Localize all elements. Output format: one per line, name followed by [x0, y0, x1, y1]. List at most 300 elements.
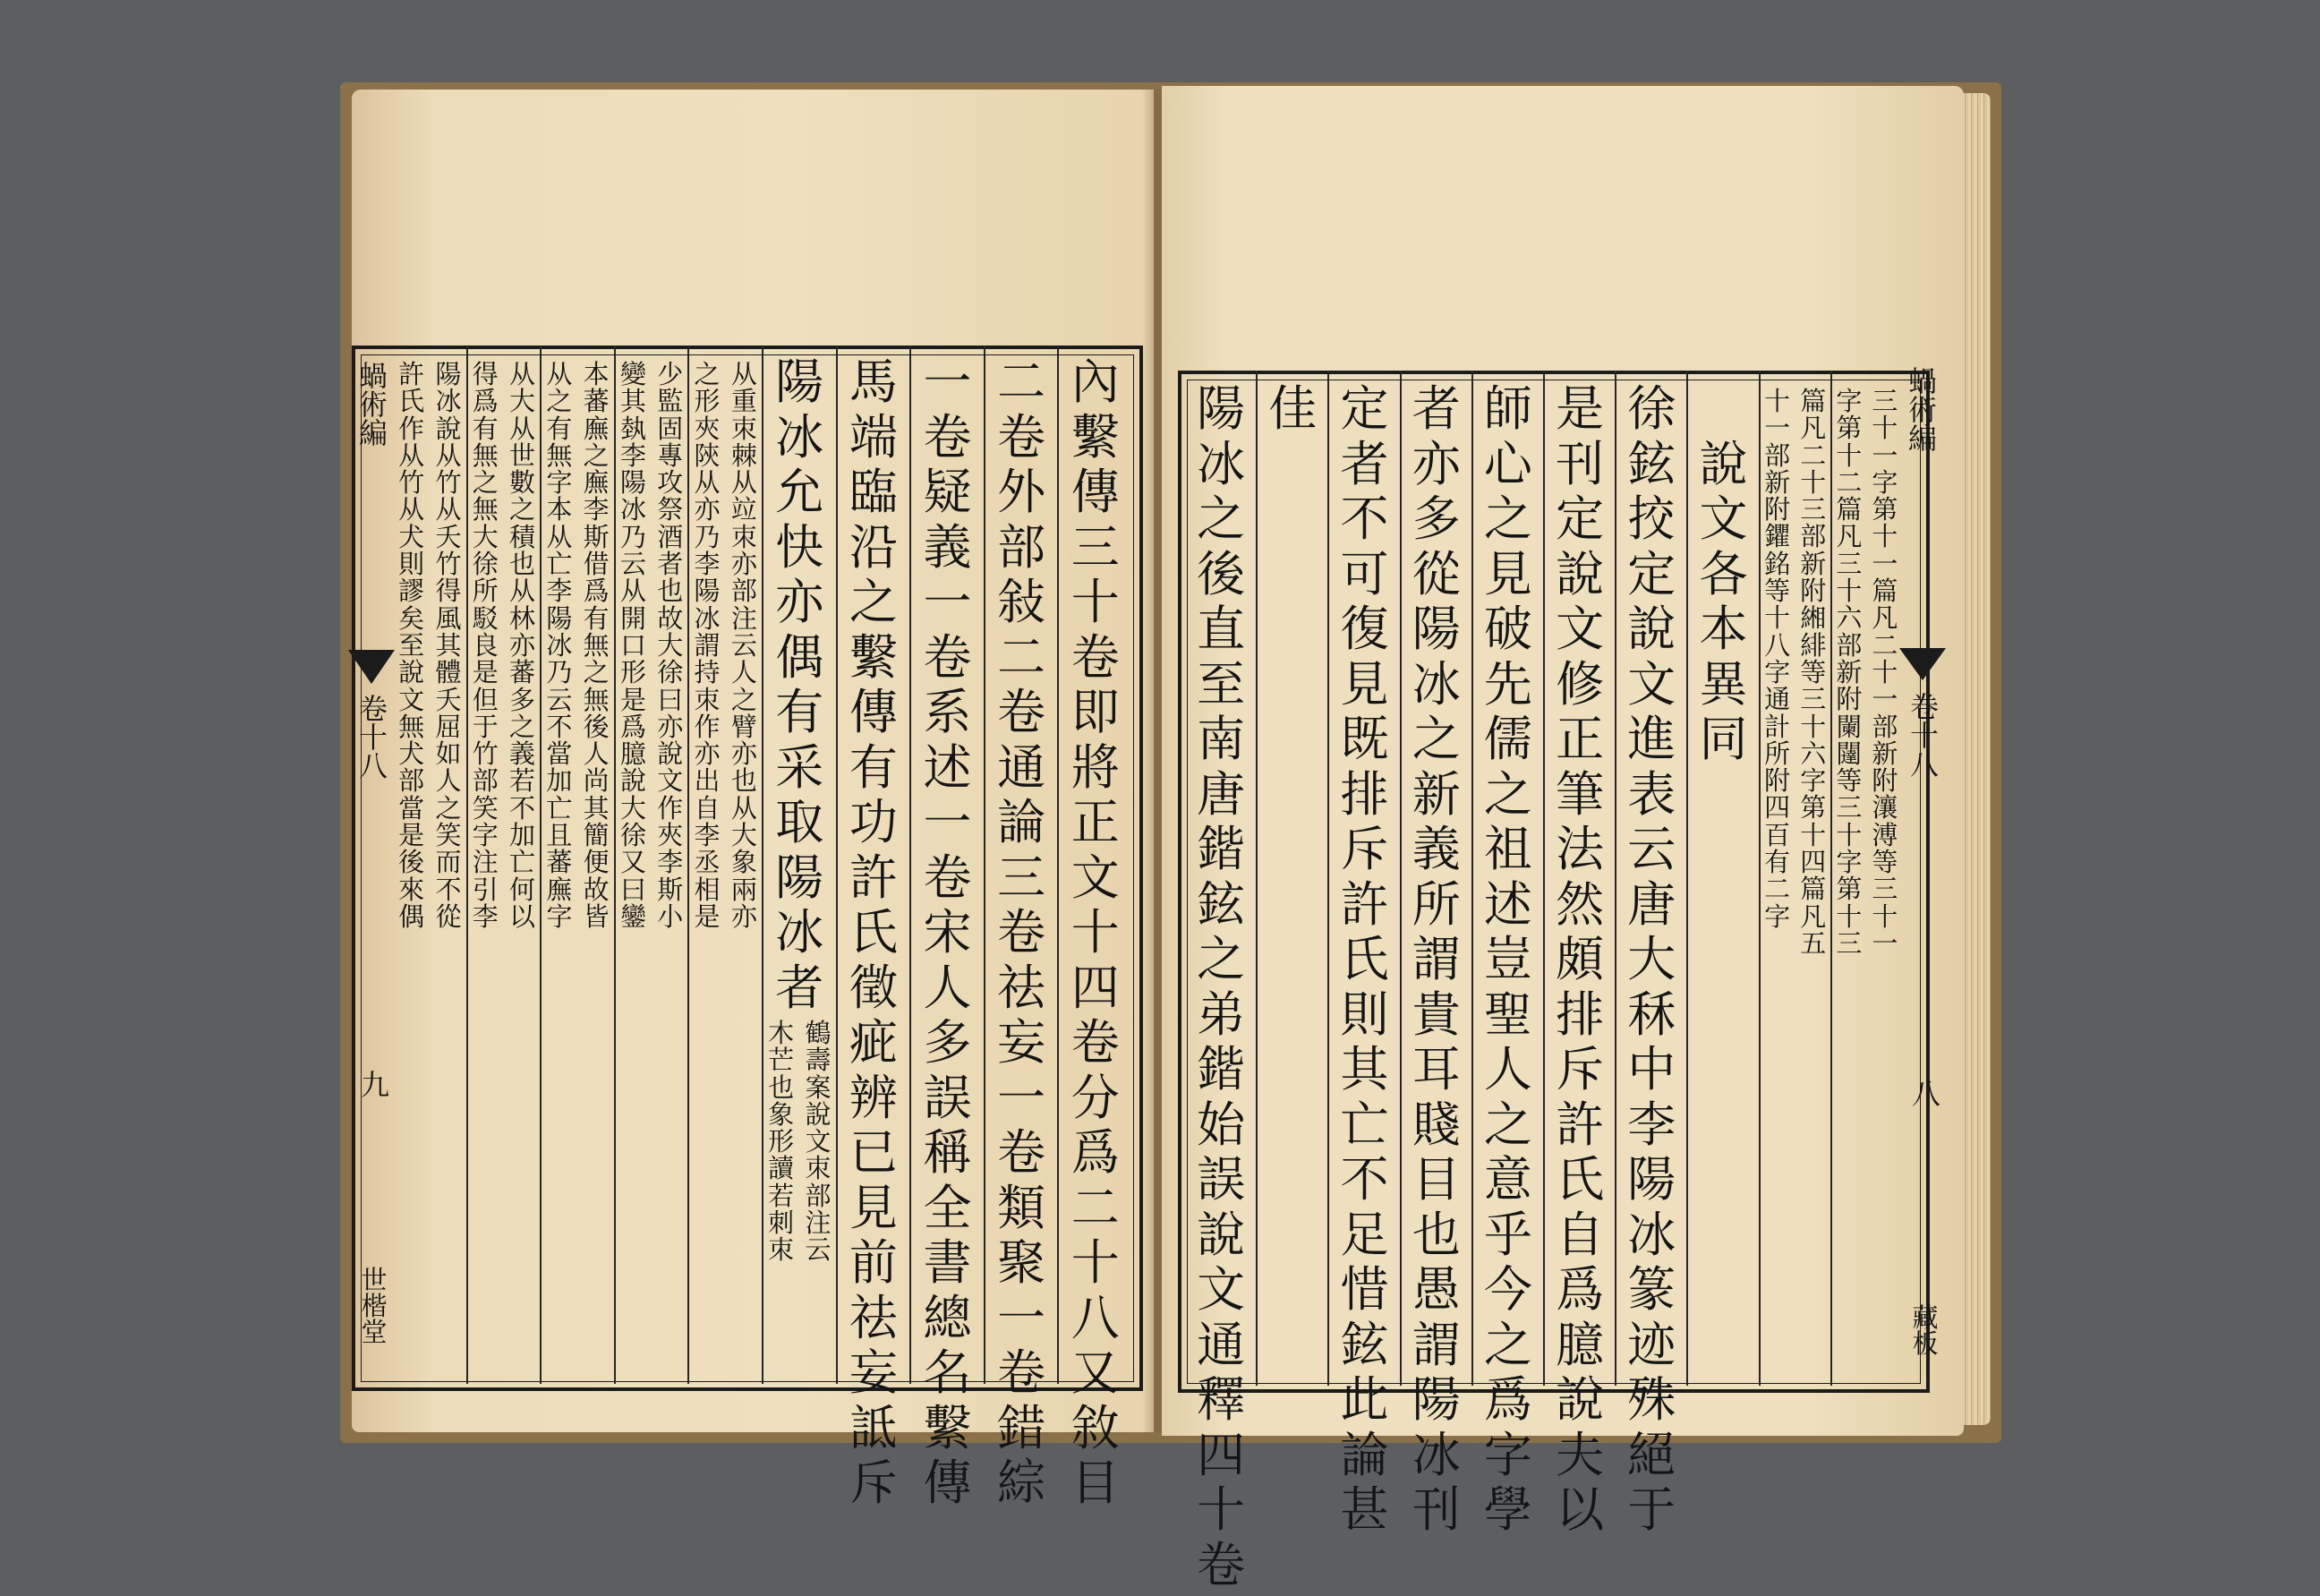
- left-fish-tail-mark: [348, 650, 395, 684]
- glyph: 宋: [923, 909, 971, 964]
- glyph: 見: [1484, 550, 1532, 606]
- glyph: 挍: [1627, 495, 1676, 550]
- annotation-column: [578, 362, 615, 931]
- glyph: 良: [473, 633, 499, 660]
- glyph: 之: [584, 443, 610, 470]
- glyph: 大: [657, 633, 683, 660]
- right-text-columns: [1185, 371, 1903, 1386]
- glyph: 朿: [768, 1237, 794, 1264]
- glyph: 總: [923, 1294, 971, 1350]
- main-text-column: [1185, 385, 1257, 1596]
- glyph: 作: [398, 416, 424, 443]
- glyph: 爲: [1556, 1266, 1604, 1321]
- glyph: 之: [695, 362, 721, 388]
- glyph: 鍇: [1197, 825, 1245, 881]
- glyph: 弟: [1197, 991, 1245, 1046]
- glyph: 多: [509, 687, 535, 714]
- glyph: 李: [657, 849, 683, 876]
- glyph: 夭: [435, 525, 461, 551]
- glyph: 新: [1872, 741, 1898, 768]
- glyph: 竝: [731, 497, 757, 524]
- glyph: 夾: [657, 823, 683, 849]
- glyph: 三: [1836, 931, 1862, 958]
- left-page: [352, 90, 1154, 1432]
- glyph: 之: [1412, 715, 1461, 771]
- glyph: 十: [1800, 823, 1826, 849]
- glyph: 世: [509, 443, 535, 470]
- main-text-column: [985, 358, 1059, 1515]
- glyph: 排: [1556, 991, 1604, 1046]
- glyph: 者: [775, 964, 823, 1020]
- glyph: 從: [1412, 550, 1461, 606]
- glyph: 等: [1836, 768, 1862, 795]
- glyph: 述: [1484, 881, 1532, 936]
- glyph: 允: [775, 468, 823, 524]
- glyph: 凡: [1872, 605, 1898, 632]
- glyph: 闥: [1836, 741, 1862, 768]
- glyph: 案: [805, 1075, 831, 1102]
- glyph: 論: [997, 798, 1045, 854]
- glyph: 矣: [398, 606, 424, 633]
- glyph: 溥: [1872, 823, 1898, 849]
- glyph: 後: [584, 714, 610, 741]
- glyph: 十: [1800, 714, 1826, 741]
- glyph: 冰: [1412, 1431, 1461, 1487]
- glyph: 附: [1872, 768, 1898, 795]
- glyph: 附: [1836, 687, 1862, 713]
- annotation-column: [726, 362, 763, 931]
- glyph: 頗: [1556, 935, 1604, 991]
- glyph: 中: [1627, 1046, 1676, 1101]
- left-text-columns: [393, 346, 1132, 1384]
- glyph: 廡: [584, 470, 610, 497]
- glyph: 朿: [805, 1156, 831, 1182]
- glyph: 聖: [1484, 991, 1532, 1046]
- glyph: 祭: [657, 497, 683, 524]
- glyph: 多: [1412, 495, 1461, 550]
- glyph: 爲: [620, 714, 646, 741]
- glyph: 數: [509, 470, 535, 497]
- glyph: 有: [1764, 849, 1790, 876]
- annotation-column: [688, 362, 725, 931]
- glyph: 變: [620, 362, 646, 388]
- glyph: 陽: [435, 362, 461, 388]
- glyph: 篇: [1836, 497, 1862, 524]
- glyph: 功: [849, 798, 898, 854]
- glyph: 祛: [997, 964, 1045, 1020]
- glyph: 百: [1764, 823, 1790, 849]
- glyph: 綜: [997, 1459, 1045, 1515]
- glyph: 朿: [695, 687, 721, 714]
- glyph: 林: [509, 606, 535, 633]
- glyph: 部: [1872, 714, 1898, 741]
- glyph: 酒: [657, 525, 683, 551]
- glyph: 瀼: [1872, 795, 1898, 822]
- glyph: 形: [695, 388, 721, 415]
- main-text-column: [1616, 385, 1687, 1541]
- glyph: 卷: [923, 634, 971, 689]
- glyph: 四: [1764, 795, 1790, 822]
- glyph: 亡: [546, 551, 572, 578]
- glyph: 自: [695, 796, 721, 823]
- glyph: 鑺: [1764, 524, 1790, 550]
- annotation-column: [652, 362, 688, 931]
- glyph: 屈: [435, 714, 461, 741]
- glyph: 體: [435, 660, 461, 687]
- glyph: 三: [1872, 388, 1898, 415]
- glyph: 字: [1836, 849, 1862, 876]
- glyph: 于: [473, 714, 499, 741]
- main-text-column: [1257, 385, 1328, 440]
- glyph: 丞: [695, 849, 721, 876]
- glyph: 陽: [775, 854, 823, 909]
- glyph: 一: [1872, 687, 1898, 713]
- glyph: 壽: [805, 1047, 831, 1074]
- glyph: 專: [657, 443, 683, 470]
- glyph: 云: [805, 1237, 831, 1264]
- banxin-collection-text: 藏板: [1910, 1305, 1940, 1332]
- glyph: 說: [1556, 550, 1604, 606]
- glyph: 陽: [1412, 1376, 1461, 1431]
- glyph: 刊: [1556, 440, 1604, 496]
- glyph: 李: [1627, 1101, 1676, 1156]
- glyph: 辨: [849, 1074, 898, 1130]
- glyph: 說: [620, 768, 646, 795]
- glyph: 攻: [657, 470, 683, 497]
- glyph: 卷: [997, 1129, 1045, 1184]
- glyph: 師: [1484, 385, 1532, 440]
- glyph: 鍇: [1197, 1046, 1245, 1101]
- glyph: 云: [620, 551, 646, 578]
- glyph: 陽: [1412, 605, 1461, 661]
- glyph: 朿: [731, 525, 757, 551]
- glyph: 新: [1412, 771, 1461, 826]
- glyph: 本: [584, 362, 610, 388]
- right-banxin-folio: [1906, 1080, 1946, 1115]
- glyph: 鉉: [1197, 881, 1245, 936]
- glyph: 無: [584, 633, 610, 660]
- glyph: 之: [584, 660, 610, 687]
- glyph: 始: [1197, 1101, 1245, 1156]
- glyph: 又: [1071, 1349, 1120, 1404]
- glyph: 徐: [657, 660, 683, 687]
- glyph: 者: [657, 551, 683, 578]
- glyph: 部: [997, 524, 1045, 579]
- annotation-column: [763, 1020, 799, 1265]
- glyph: 是: [695, 904, 721, 931]
- main-text-column: [837, 358, 911, 1515]
- glyph: 少: [657, 362, 683, 388]
- glyph: 二: [1872, 633, 1898, 660]
- glyph: 字: [1872, 470, 1898, 497]
- glyph: 闌: [1836, 714, 1862, 741]
- glyph: 正: [1071, 798, 1120, 854]
- glyph: 又: [620, 849, 646, 876]
- glyph: 出: [695, 768, 721, 795]
- glyph: 冰: [1627, 1211, 1676, 1267]
- glyph: 乃: [546, 660, 572, 687]
- glyph: 之: [1484, 1321, 1532, 1377]
- glyph: 迹: [1627, 1321, 1676, 1377]
- glyph: 竹: [435, 551, 461, 578]
- glyph: 从: [695, 470, 721, 497]
- annotation-column: [1760, 388, 1795, 931]
- glyph: 兩: [731, 877, 757, 904]
- glyph: 五: [1800, 931, 1826, 958]
- banxin-folio-text: 九: [361, 1071, 389, 1106]
- glyph: 但: [473, 687, 499, 714]
- glyph: 文: [1071, 854, 1120, 909]
- glyph: 云: [546, 687, 572, 714]
- glyph: 亦: [509, 633, 535, 660]
- glyph: 之: [435, 796, 461, 823]
- glyph: 至: [398, 633, 424, 660]
- glyph: 人: [923, 964, 971, 1020]
- glyph: 李: [695, 551, 721, 578]
- glyph: 無: [546, 443, 572, 470]
- glyph: 內: [1071, 358, 1120, 414]
- glyph: 表: [1627, 771, 1676, 826]
- glyph: 从: [509, 362, 535, 388]
- glyph: 義: [923, 524, 971, 579]
- annotation-column: [430, 362, 466, 931]
- glyph: 者: [1412, 385, 1461, 440]
- glyph: 排: [1340, 771, 1388, 826]
- main-text-column: [1401, 385, 1472, 1541]
- glyph: 繫: [1071, 414, 1120, 469]
- glyph: 故: [657, 606, 683, 633]
- glyph: 敘: [1071, 1404, 1120, 1460]
- main-text-column: [1472, 385, 1544, 1541]
- glyph: 斥: [849, 1459, 898, 1515]
- glyph: 所: [473, 578, 499, 605]
- glyph: 陽: [620, 470, 646, 497]
- glyph: 述: [923, 744, 971, 799]
- main-text-column: [1328, 385, 1400, 1541]
- glyph: 臆: [1556, 1321, 1604, 1377]
- glyph: 部: [398, 768, 424, 795]
- glyph: 一: [997, 1294, 1045, 1350]
- glyph: 豈: [1484, 935, 1532, 991]
- glyph: 部: [805, 1183, 831, 1210]
- glyph: 字: [546, 904, 572, 931]
- glyph: 秝: [1627, 991, 1676, 1046]
- glyph: 大: [620, 796, 646, 823]
- glyph: 凡: [1800, 415, 1826, 442]
- main-text-column: [1544, 385, 1616, 1541]
- glyph: 謬: [398, 578, 424, 605]
- glyph: 篆: [1627, 1266, 1676, 1321]
- glyph: 十: [1872, 415, 1898, 442]
- glyph: 采: [775, 744, 823, 799]
- glyph: 儒: [1484, 715, 1532, 771]
- glyph: 象: [768, 1102, 794, 1129]
- annotation-column: [1831, 388, 1867, 958]
- glyph: 便: [584, 849, 610, 876]
- glyph: 陝: [695, 443, 721, 470]
- glyph: 三: [1800, 497, 1826, 524]
- left-banxin-juan: [355, 695, 391, 730]
- glyph: 是: [620, 687, 646, 714]
- glyph: 通: [1197, 1321, 1245, 1377]
- glyph: 直: [1197, 605, 1245, 661]
- glyph: 作: [695, 714, 721, 741]
- glyph: 固: [657, 416, 683, 443]
- glyph: 新: [1836, 660, 1862, 687]
- glyph: 疵: [849, 1019, 898, 1074]
- glyph: 附: [1764, 497, 1790, 524]
- glyph: 卷: [997, 909, 1045, 964]
- glyph: 說: [1699, 440, 1747, 496]
- glyph: 字: [1484, 1431, 1532, 1487]
- glyph: 小: [657, 904, 683, 931]
- glyph: 一: [923, 578, 971, 634]
- glyph: 甚: [1340, 1486, 1388, 1541]
- glyph: 之: [849, 578, 898, 634]
- glyph: 注: [731, 606, 757, 633]
- glyph: 殊: [1627, 1376, 1676, 1431]
- glyph: 之: [546, 388, 572, 415]
- glyph: 文: [1556, 605, 1604, 661]
- glyph: 附: [1800, 578, 1826, 605]
- glyph: 李: [695, 823, 721, 849]
- glyph: 外: [997, 468, 1045, 524]
- glyph: 先: [1484, 661, 1532, 716]
- glyph: 鶴: [805, 1020, 831, 1047]
- glyph: 冰: [1412, 661, 1461, 716]
- glyph: 南: [1197, 715, 1245, 771]
- annotation-column: [504, 362, 541, 931]
- glyph: 有: [849, 744, 898, 799]
- glyph: 从: [398, 497, 424, 524]
- glyph: 新: [1764, 470, 1790, 497]
- glyph: 錯: [997, 1404, 1045, 1460]
- glyph: 聚: [997, 1239, 1045, 1294]
- glyph: 繫: [849, 634, 898, 689]
- glyph: 得: [435, 578, 461, 605]
- glyph: 傳: [923, 1459, 971, 1515]
- glyph: 說: [435, 416, 461, 443]
- glyph: 臂: [731, 714, 757, 741]
- glyph: 埶: [620, 416, 646, 443]
- glyph: 加: [546, 768, 572, 795]
- glyph: 法: [1556, 825, 1604, 881]
- glyph: 陽: [1197, 385, 1245, 440]
- glyph: 惜: [1340, 1266, 1388, 1321]
- glyph: 口: [620, 633, 646, 660]
- glyph: 後: [398, 849, 424, 876]
- glyph: 李: [473, 904, 499, 931]
- glyph: 偶: [775, 634, 823, 689]
- glyph: 簡: [584, 823, 610, 849]
- glyph: 于: [1627, 1486, 1676, 1541]
- glyph: 人: [435, 768, 461, 795]
- glyph: 許: [1340, 881, 1388, 936]
- glyph: 則: [398, 551, 424, 578]
- glyph: 第: [1800, 795, 1826, 822]
- glyph: 徐: [1627, 385, 1676, 440]
- glyph: 刺: [768, 1210, 794, 1237]
- glyph: 陽: [1627, 1156, 1676, 1211]
- glyph: 十: [1872, 904, 1898, 931]
- glyph: 十: [1872, 660, 1898, 687]
- glyph: 當: [546, 741, 572, 768]
- glyph: 徐: [473, 551, 499, 578]
- glyph: 引: [473, 877, 499, 904]
- annotation-column: [1795, 388, 1831, 958]
- glyph: 第: [1836, 415, 1862, 442]
- glyph: 冰: [620, 497, 646, 524]
- glyph: 系: [923, 688, 971, 744]
- glyph: 釋: [1197, 1376, 1245, 1431]
- glyph: 說: [805, 1102, 831, 1129]
- glyph: 竹: [398, 470, 424, 497]
- glyph: 得: [473, 362, 499, 388]
- glyph: 修: [1556, 661, 1604, 716]
- glyph: 說: [1556, 1376, 1604, 1431]
- glyph: 从: [731, 796, 757, 823]
- banxin-juan-text: 卷十八: [1903, 693, 1946, 729]
- glyph: 同: [1699, 715, 1747, 771]
- glyph: 十: [1071, 1239, 1120, 1294]
- glyph: 以: [1556, 1486, 1604, 1541]
- glyph: 爲: [1484, 1376, 1532, 1431]
- right-banxin-collection: [1910, 1305, 1940, 1332]
- glyph: 謂: [695, 633, 721, 660]
- glyph: 異: [1699, 661, 1747, 716]
- main-text-column: [1058, 358, 1132, 1515]
- glyph: 快: [775, 524, 823, 579]
- glyph: 爲: [584, 578, 610, 605]
- glyph: 刊: [1412, 1486, 1461, 1541]
- glyph: 部: [1764, 443, 1790, 470]
- glyph: 字: [546, 470, 572, 497]
- glyph: 从: [731, 362, 757, 388]
- glyph: 謂: [1412, 1321, 1461, 1377]
- glyph: 三: [997, 854, 1045, 909]
- main-text-column: [1687, 440, 1759, 771]
- glyph: 見: [1340, 661, 1388, 716]
- glyph: 冰: [1197, 440, 1245, 496]
- glyph: 大: [509, 388, 535, 415]
- glyph: 爲: [1071, 1129, 1120, 1184]
- glyph: 不: [1340, 495, 1388, 550]
- glyph: 絕: [1627, 1431, 1676, 1487]
- glyph: 本: [546, 497, 572, 524]
- glyph: 卷: [923, 414, 971, 469]
- left-banxin-title: [355, 362, 391, 397]
- glyph: 二: [1800, 443, 1826, 470]
- glyph: 而: [435, 849, 461, 876]
- glyph: 曰: [657, 687, 683, 714]
- glyph: 三: [1800, 687, 1826, 713]
- glyph: 銘: [1764, 551, 1790, 578]
- glyph: 有: [546, 416, 572, 443]
- glyph: 誤: [923, 1074, 971, 1130]
- glyph: 夭: [435, 687, 461, 714]
- glyph: 是: [473, 660, 499, 687]
- glyph: 氏: [1556, 1156, 1604, 1211]
- glyph: 从: [509, 416, 535, 443]
- glyph: 象: [731, 849, 757, 876]
- glyph: 卷: [997, 414, 1045, 469]
- glyph: 則: [1340, 991, 1388, 1046]
- glyph: 也: [509, 551, 535, 578]
- glyph: 陽: [775, 358, 823, 414]
- glyph: 李: [546, 578, 572, 605]
- glyph: 云: [731, 633, 757, 660]
- glyph: 說: [398, 660, 424, 687]
